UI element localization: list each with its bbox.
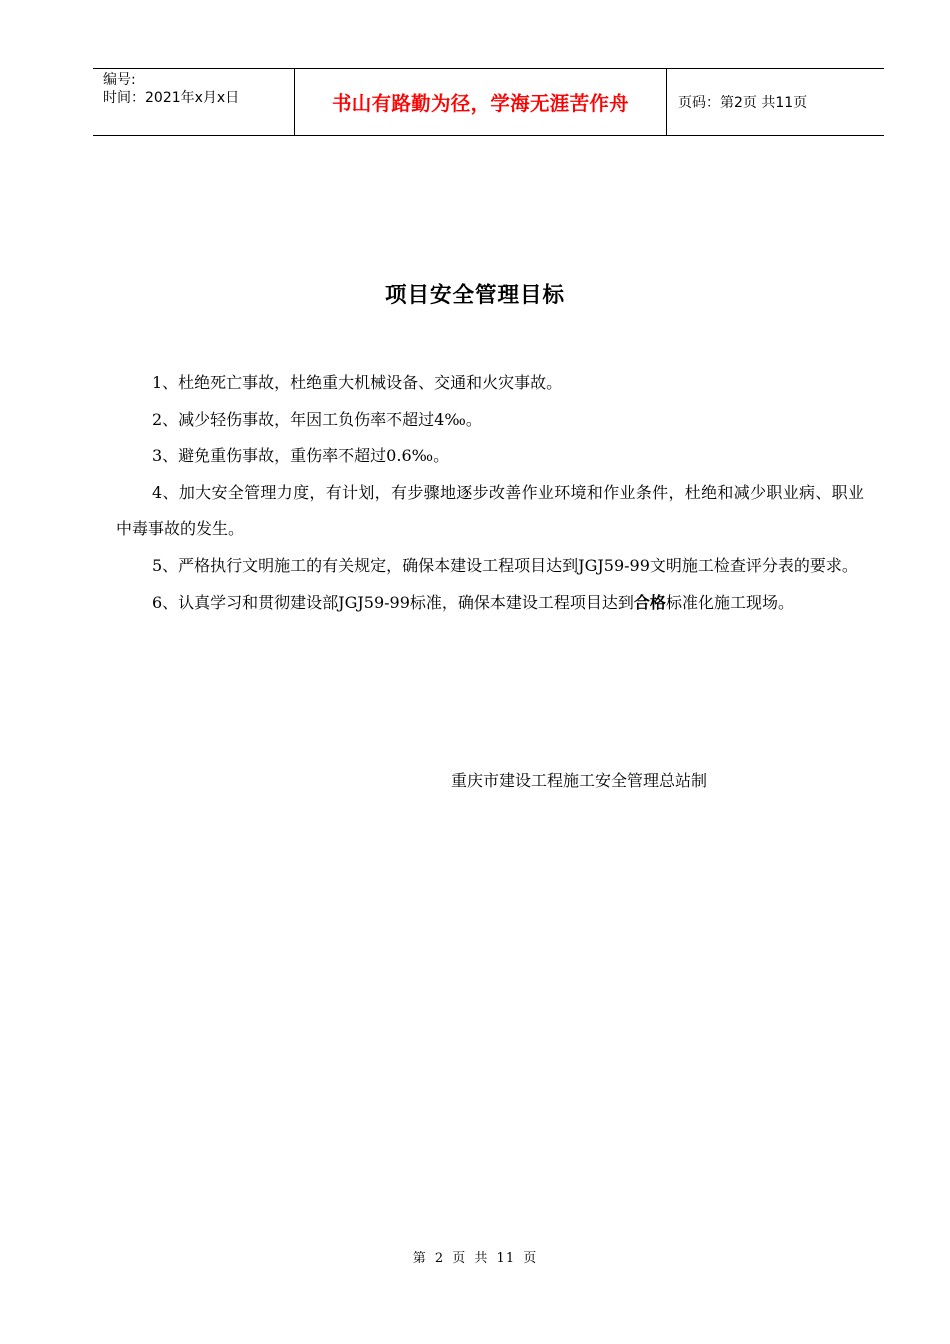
document-time-label: 时间：2021年x月x日 — [103, 90, 240, 106]
header-page-number: 页码：第2页 共11页 — [678, 95, 808, 111]
goal-item-4: 4、加大安全管理力度，有计划，有步骤地逐步改善作业环境和作业条件，杜绝和减少职业病、职业中毒事故的发生。 — [116, 482, 864, 539]
document-body — [116, 365, 864, 621]
goal-item-3: 3、避免重伤事故，重伤率不超过0.6‰。 — [152, 446, 450, 466]
goal-item-2: 2、减少轻伤事故，年因工负伤率不超过4‰。 — [152, 409, 482, 429]
document-title: 项目安全管理目标 — [384, 283, 565, 308]
header-motto-cell — [295, 69, 667, 135]
goal-item-6-emphasis: 合格 — [633, 592, 666, 612]
page-footer: 第 2 页 共 11 页 — [412, 1251, 538, 1266]
document-number-label: 编号: — [103, 72, 136, 88]
goal-item-1: 1、杜绝死亡事故，杜绝重大机械设备、交通和火灾事故。 — [152, 373, 563, 392]
issuer-signature: 重庆市建设工程施工安全管理总站制 — [451, 771, 708, 790]
goal-item-6-after: 标准化施工现场。 — [665, 592, 794, 612]
goal-item-5: 5、严格执行文明施工的有关规定，确保本建设工程项目达到JGJ59-99文明施工检查评分表的要求。 — [152, 555, 858, 575]
header-table — [93, 68, 884, 136]
header-meta-cell — [93, 69, 295, 135]
goal-item-6 — [116, 585, 864, 622]
header-motto: 书山有路勤为径，学海无涯苦作舟 — [331, 92, 629, 115]
header-page-cell — [667, 69, 884, 135]
goal-item-6-before: 6、认真学习和贯彻建设部JGJ59-99标准，确保本建设工程项目达到 — [152, 592, 634, 612]
